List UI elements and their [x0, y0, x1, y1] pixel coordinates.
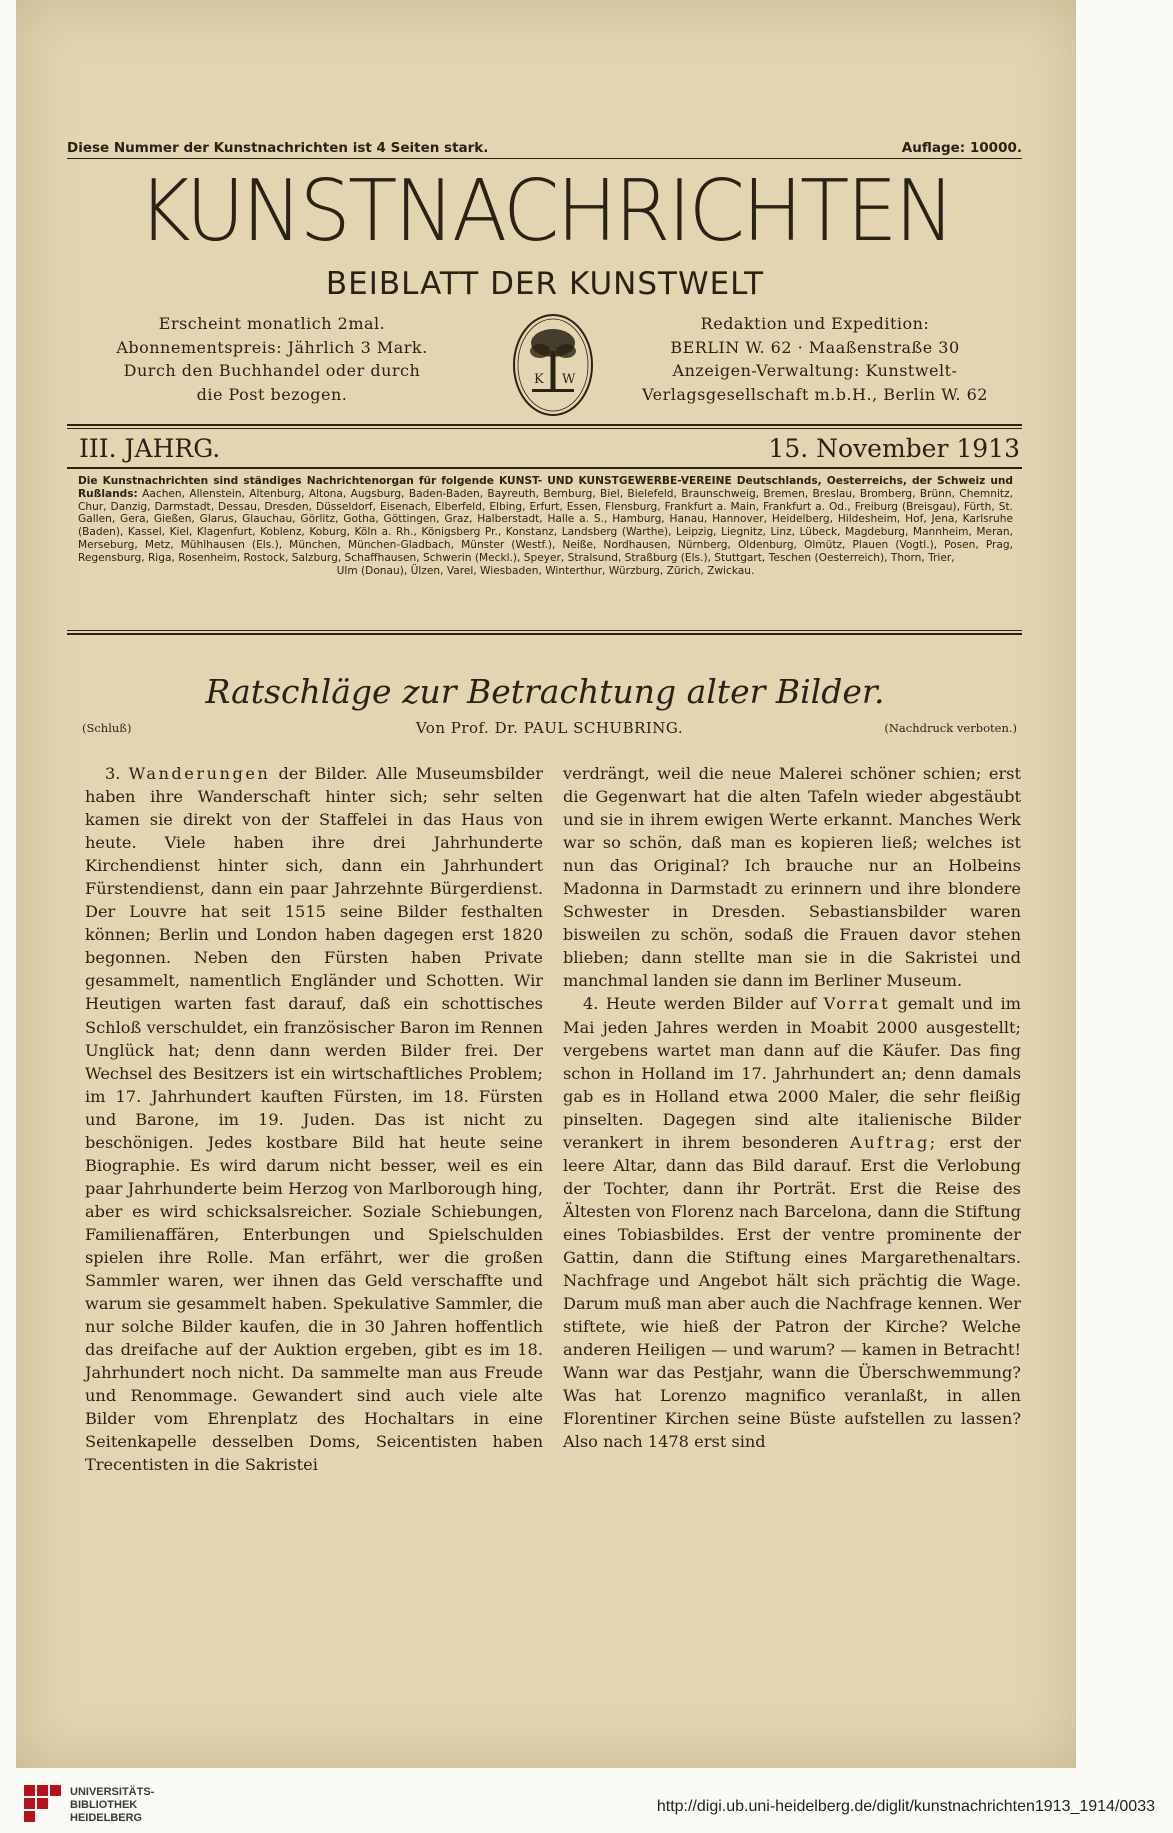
paragraph: verdrängt, weil die neue Malerei schöner schien; erst die Gegenwart hat die alten Tafeln wieder abgestäubt und sie in ihrem ewigen Werte erkannt. Manches Werk war so schön, daß man es kopieren ließ; welches ist nun das Original? Ich brauche nur an Holbeins Madonna in Darmstadt zu erinnern und ihre blondere Schwester in Dresden. Sebastiansbilder waren bisweilen zu schön, sodaß die Frauen davor stehen blieben; dann stellte man sie in die Sakristei und manchmal landen sie dann im Berliner Museum. [563, 764, 1021, 991]
byline-row [82, 719, 1017, 739]
article-column-right [563, 762, 1021, 1453]
info-line: die Post bezogen. [196, 384, 348, 404]
paragraph-text: 4. Heute werden Bilder auf [583, 994, 817, 1014]
library-name-line: UNIVERSITÄTS- [70, 1786, 155, 1798]
paragraph [85, 762, 543, 1476]
source-url[interactable]: http://digi.ub.uni-heidelberg.de/diglit/kunstnachrichten1913_1914/0033 [656, 1798, 1155, 1815]
associations-last-line: Ulm (Donau), Ülzen, Varel, Wiesbaden, Winterthur, Würzburg, Zürich, Zwickau. [336, 564, 755, 577]
article-author: Von Prof. Dr. PAUL SCHUBRING. [415, 719, 684, 737]
info-line: Verlagsgesellschaft m.b.H., Berlin W. 62 [642, 384, 988, 404]
logo-letter: W [562, 372, 576, 387]
associations-list [78, 475, 1013, 577]
article-column-left [85, 762, 543, 1476]
associations-lead: Die Kunstnachrichten sind ständiges Nachrichtenorgan für folgende KUNST- UND KUNSTGEWERBE-VEREINE Deutschlands, Oesterreichs, der Schweiz und Rußlands: [78, 475, 1013, 500]
associations-cities: Aachen, Allenstein, Altenburg, Altona, Augsburg, Baden-Baden, Bayreuth, Bernburg, Biel, Bielefeld, Braunschweig, Bremen, Breslau, Bromberg, Brünn, Chemnitz, Chur, Danzig, Darmstadt, Dessau, Dresden, Düsseldorf, Eisenach, Elberfeld, Elbing, Erfurt, Essen, Flensburg, Frankfurt a. Main, Frankfurt a. Od., Freiburg (Breisgau), Fürth, St. Gallen, Gera, Gießen, Glarus, Glauchau, Görlitz, Gotha, Göttingen, Graz, Halberstadt, Halle a. S., Hamburg, Hanau, Hannover, Heidelberg, Hildesheim, Hof, Jena, Karlsruhe (Baden), Kassel, Kiel, Klagenfurt, Koblenz, Koburg, Köln a. Rh., Königsberg Pr., Konstanz, Landsberg (Warthe), Leipzig, Liegnitz, Linz, Lübeck, Magdeburg, Mannheim, Meran, Merseburg, Metz, Mühlhausen (Els.), München, München-Gladbach, Münster (Westf.), Neiße, Nordhausen, Nürnberg, Oldenburg, Olmütz, Plauen (Vogtl.), Posen, Prag, Regensburg, Riga, Rosenheim, Rostock, Salzburg, Schaffhausen, Schwerin (Meckl.), Speyer, Stralsund, Straßburg (Els.), Stuttgart, Teschen (Oesterreich), Thorn, Trier, [78, 487, 1013, 564]
info-line: Redaktion und Expedition: [700, 314, 930, 333]
divider [67, 630, 1022, 631]
divider [67, 467, 1022, 469]
section-number: 3. [105, 764, 121, 783]
article-part: (Schluß) [82, 721, 132, 735]
masthead-title: KUNSTNACHRICHTEN [137, 162, 953, 261]
subscription-info [72, 312, 472, 406]
paragraph-text: gemalt und im Mai jeden Jahres werden in Moabit 2000 ausgestellt; vergebens wartet man dann auf die Käufer. Das fing schon in Holland im 17. Jahrhundert an; denn damals gab es in Holland etwa 2000 Maler, die sehr fleißig pinselten. Dagegen sind alte italienische Bilder verankert in ihrem besonderen [563, 994, 1021, 1152]
top-line [67, 140, 1022, 159]
spaced-keyword: Vorrat [823, 994, 891, 1014]
info-line: Erscheint monatlich 2mal. [158, 314, 386, 333]
spaced-keyword: Auftrag; [849, 1132, 938, 1152]
issue-row [67, 432, 1022, 466]
masthead-subtitle: BEIBLATT DER KUNSTWELT [325, 266, 765, 302]
info-line: Anzeigen-Verwaltung: Kunstwelt- [672, 361, 958, 380]
tree-logo-icon [512, 313, 594, 417]
reprint-notice: (Nachdruck verboten.) [884, 721, 1017, 735]
page-count-note: Diese Nummer der Kunstnachrichten ist 4 Seiten stark. [67, 140, 489, 156]
issue-date: 15. November 1913 [768, 434, 1020, 463]
library-name [70, 1786, 154, 1825]
volume-label: III. JAHRG. [79, 434, 221, 463]
divider [67, 424, 1022, 426]
article-title: Ratschläge zur Betrachtung alter Bilder. [205, 672, 885, 711]
info-line: Abonnementspreis: Jährlich 3 Mark. [116, 337, 428, 357]
divider [67, 428, 1022, 429]
logo-letter: K [534, 372, 544, 387]
library-name-line: BIBLIOTHEK [70, 1799, 138, 1811]
spaced-keyword: Wanderungen [128, 764, 271, 783]
paragraph [563, 992, 1021, 1453]
info-line: Durch den Buchhandel oder durch [123, 361, 421, 380]
circulation-note: Auflage: 10000. [901, 140, 1022, 156]
editorial-info [630, 312, 1000, 406]
library-logo-icon [22, 1783, 64, 1825]
info-line: BERLIN W. 62 · Maaßenstraße 30 [670, 337, 960, 357]
paragraph-text: der Bilder. Alle Museumsbilder haben ihre Wanderschaft hinter sich; sehr selten kamen sie direkt von der Staffelei in das Haus von heute. Viele haben ihre drei Jahrhunderte Kirchendienst hinter sich, dann ein Jahrhundert Fürstendienst, dann ein paar Jahrzehnte Bürgerdienst. Der Louvre hat seit 1515 seine Bilder festhalten können; Berlin und London haben dagegen erst 1820 begonnen. Neben den Fürsten haben Private gesammelt, namentlich Engländer und Schotten. Wir Heutigen warten fast darauf, daß ein schottisches Schloß verschuldet, ein französischer Baron im Rennen Unglück hat; denn dann werden Bilder frei. Der Wechsel des Besitzers ist ein wirtschaftliches Problem; im 17. Jahrhundert kauften Fürsten, im 18. Fürsten und Barone, im 19. Juden. Das ist nicht zu beschönigen. Jedes kostbare Bild hat heute seine Biographie. Es wird darum nicht besser, weil es ein paar Jahrhunderte beim Herzog von Marlborough hing, aber es wird schicksalsreicher. Soziale Schiebungen, Familienaffären, Enterbungen und Spielschulden spielen ihre Rolle. Man erfährt, wer die großen Sammler waren, wer ihnen das Geld verschaffte und warum sie gesammelt haben. Spekulative Sammler, die nur solche Bilder kaufen, die in 30 Jahren hoffentlich das dreifache auf der Auktion ergeben, gibt es im 18. Jahrhundert noch nicht. Da sammelte man aus Freude und Renommage. Gewandert sind auch viele alte Bilder vom Ehrenplatz des Hochaltars in eine Seitenkapelle desselben Doms, Seicentisten haben Trecentisten in die Sakristei [85, 764, 543, 1475]
paragraph-text: erst der leere Altar, dann das Bild darauf. Erst die Verlobung der Tochter, dann ihr Porträt. Erst die Reise des Ältesten von Florenz nach Barcelona, dann die Stiftung eines Tobiasbildes. Erst der ventre prominente der Gattin, dann die Stiftung eines Margarethenaltars. Nachfrage und Angebot hält sich prächtig die Wage. Darum muß man aber auch die Nachfrage kennen. Wer stiftete, wie hieß der Patron der Kirche? Welche anderen Heiligen — und warum? — kamen in Betracht! Wann war das Pestjahr, wann die Überschwemmung? Was hat Lorenzo magnifico veranlaßt, in allen Florentiner Kirchen seine Büste aufstellen zu lassen? Also nach 1478 erst sind [563, 1132, 1021, 1452]
divider [67, 633, 1022, 635]
library-name-line: HEIDELBERG [70, 1812, 143, 1824]
